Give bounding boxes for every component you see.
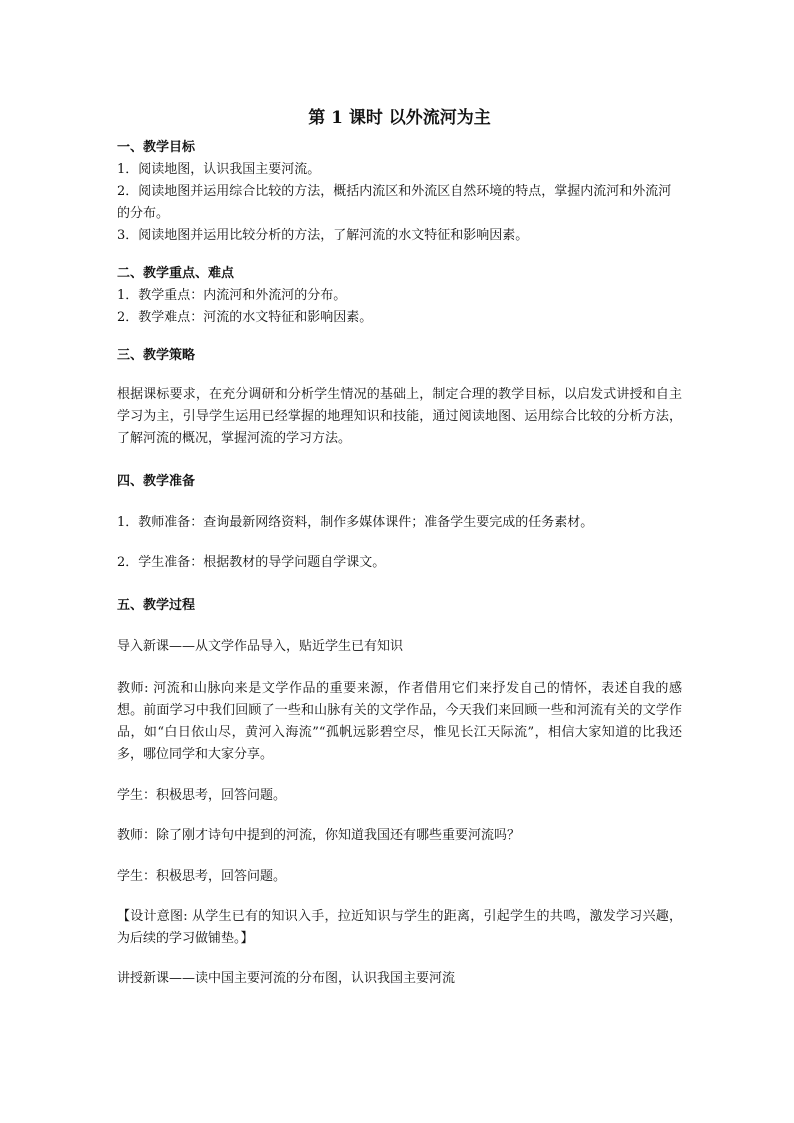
paragraph: 学生：积极思考，回答问题。 bbox=[117, 788, 287, 803]
process-new-lesson bbox=[117, 968, 682, 990]
list-item: 1．阅读地图，认识我国主要河流。 bbox=[117, 162, 321, 177]
list-item: 2．阅读地图并运用综合比较的方法，概括内流区和外流区自然环境的特点，掌握内流河和外流河的分布。 bbox=[117, 184, 672, 221]
section-strategy-text bbox=[117, 384, 682, 450]
preparation-teacher bbox=[117, 512, 682, 534]
section-key-points bbox=[117, 263, 682, 329]
paragraph: 讲授新课——读中国主要河流的分布图，认识我国主要河流 bbox=[117, 971, 456, 986]
process-design-intent bbox=[117, 906, 682, 950]
section-heading: 五、教学过程 bbox=[117, 598, 196, 613]
section-preparation-heading bbox=[117, 471, 682, 493]
section-heading: 一、教学目标 bbox=[117, 140, 196, 155]
process-intro bbox=[117, 636, 682, 658]
process-student-1 bbox=[117, 785, 682, 807]
section-strategy-heading bbox=[117, 345, 682, 367]
process-teacher-1 bbox=[117, 678, 682, 766]
process-student-2 bbox=[117, 866, 682, 888]
page-title: 第 1 课时 以外流河为主 bbox=[308, 108, 491, 128]
paragraph: 学生：积极思考，回答问题。 bbox=[117, 869, 287, 884]
preparation-student bbox=[117, 552, 682, 574]
list-item: 2．教学难点：河流的水文特征和影响因素。 bbox=[117, 310, 373, 325]
paragraph: 教师：除了刚才诗句中提到的河流，你知道我国还有哪些重要河流吗？ bbox=[117, 828, 521, 843]
paragraph: 【设计意图: 从学生已有的知识入手，拉近知识与学生的距离，引起学生的共鸣，激发学习兴趣，为后续的学习做铺垫。】 bbox=[117, 909, 682, 946]
paragraph: 根据课标要求，在充分调研和分析学生情况的基础上，制定合理的教学目标，以启发式讲授和自主学习为主，引导学生运用已经掌握的地理知识和技能，通过阅读地图、运用综合比较的分析方法，了解河流的概况，掌握河流的学习方法。 bbox=[117, 387, 682, 446]
list-item: 3．阅读地图并运用比较分析的方法，了解河流的水文特征和影响因素。 bbox=[117, 228, 529, 243]
section-heading: 三、教学策略 bbox=[117, 348, 196, 363]
process-teacher-2 bbox=[117, 825, 682, 847]
paragraph: 1．教师准备：查询最新网络资料，制作多媒体课件；准备学生要完成的任务素材。 bbox=[117, 515, 594, 530]
section-process-heading bbox=[117, 595, 682, 617]
list-item: 1．教学重点：内流河和外流河的分布。 bbox=[117, 288, 347, 303]
paragraph: 导入新课——从文学作品导入，贴近学生已有知识 bbox=[117, 639, 404, 654]
paragraph: 教师: 河流和山脉向来是文学作品的重要来源，作者借用它们来抒发自己的情怀，表述自我的感想。前面学习中我们回顾了一些和山脉有关的文学作品，今天我们来回顾一些和河流有关的文学作品，如“白日依山尽，黄河入海流”“孤帆远影碧空尽，惟见长江天际流”，相信大家知道的比我还多，哪位同学和大家分享。 bbox=[117, 681, 682, 762]
paragraph: 2．学生准备：根据教材的导学问题自学课文。 bbox=[117, 555, 386, 570]
section-heading: 二、教学重点、难点 bbox=[117, 266, 235, 281]
section-heading: 四、教学准备 bbox=[117, 474, 196, 489]
section-objectives bbox=[117, 137, 682, 247]
